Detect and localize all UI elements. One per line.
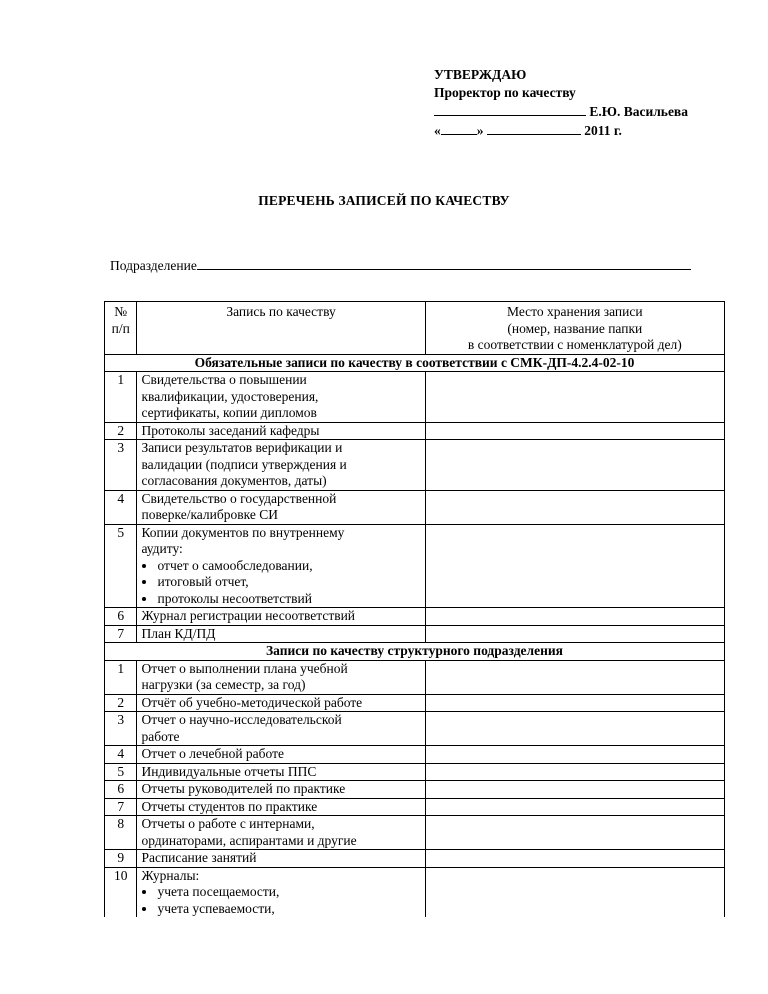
storage-location-cell [425, 746, 724, 764]
storage-location-cell [425, 798, 724, 816]
header-number: № п/п [105, 302, 137, 355]
approval-year: 2011 г. [584, 123, 622, 138]
row-number: 7 [105, 625, 137, 643]
record-text-line: Свидетельства о повышении [141, 372, 307, 387]
row-number: 4 [105, 746, 137, 764]
record-text-line: поверке/калибровке СИ [141, 507, 278, 522]
record-name [137, 625, 425, 643]
storage-location-cell [425, 422, 724, 440]
record-name [137, 798, 425, 816]
row-number: 4 [105, 490, 137, 524]
storage-location-cell [425, 440, 724, 491]
header-record: Запись по качеству [137, 302, 425, 355]
record-text-line: Отчет о выполнении плана учебной [141, 660, 348, 676]
record-bullet-item: • учета посещаемости, [157, 884, 420, 901]
approval-date-line [434, 121, 734, 140]
table-row [105, 490, 725, 524]
storage-location-cell [425, 490, 724, 524]
record-name [137, 694, 425, 712]
record-name [137, 781, 425, 799]
table-row [105, 694, 725, 712]
record-text-line: Отчёт об учебно-методической работе [141, 694, 363, 710]
signature-underline [434, 102, 586, 116]
table-row [105, 798, 725, 816]
table-row [105, 746, 725, 764]
table-row [105, 422, 725, 440]
quote-close: » [476, 123, 484, 138]
record-bullet-list [141, 884, 420, 917]
table-row [105, 850, 725, 868]
section-header-row [105, 354, 725, 372]
record-name [137, 763, 425, 781]
record-bullet-item: • отчет о самообследовании, [157, 558, 420, 575]
storage-location-cell [425, 660, 724, 694]
approval-title: УТВЕРЖДАЮ [434, 67, 527, 82]
table-row [105, 625, 725, 643]
record-text-line: Записи результатов верификации и [141, 440, 343, 455]
approval-signature-line [434, 102, 734, 121]
row-number: 3 [105, 440, 137, 491]
record-name [137, 490, 425, 524]
department-line [110, 256, 691, 274]
table-header-row [105, 302, 725, 355]
record-text-line: Отчеты о работе с интернами, [141, 816, 315, 831]
row-number: 1 [105, 372, 137, 423]
table-row [105, 763, 725, 781]
record-text-line: работе [141, 728, 180, 744]
row-number: 1 [105, 660, 137, 694]
row-number: 8 [105, 816, 137, 850]
table-row [105, 608, 725, 626]
quote-open: « [434, 123, 441, 138]
approval-position: Проректор по качеству [434, 85, 576, 100]
storage-location-cell [425, 712, 724, 746]
record-text-line: Расписание занятий [141, 850, 257, 865]
table-row [105, 372, 725, 423]
row-number: 2 [105, 694, 137, 712]
row-number: 10 [105, 867, 137, 917]
record-bullet-list [141, 558, 420, 608]
table-row [105, 440, 725, 491]
record-text-line: План КД/ПД [141, 625, 216, 641]
record-text-line: Журналы: [141, 867, 200, 883]
record-name [137, 524, 425, 608]
department-underline [197, 256, 691, 270]
row-number: 6 [105, 608, 137, 626]
header-storage: Место хранения записи (номер, название папки в соответствии с номенклатурой дел) [425, 302, 724, 355]
month-underline [487, 121, 581, 135]
section-title: Обязательные записи по качеству в соответствии с СМК-ДП-4.2.4-02-10 [105, 354, 725, 372]
record-text-line: нагрузки (за семестр, за год) [141, 677, 306, 692]
record-text-line: квалификации, удостоверения, [141, 388, 319, 404]
storage-location-cell [425, 372, 724, 423]
record-bullet-item: • протоколы несоответствий [157, 591, 420, 608]
row-number: 5 [105, 763, 137, 781]
table-row [105, 781, 725, 799]
department-label: Подразделение [110, 258, 197, 273]
record-text-line: Индивидуальные отчеты ППС [141, 763, 317, 779]
record-bullet-item: • учета успеваемости, [157, 901, 420, 918]
day-underline [441, 121, 477, 135]
row-number: 5 [105, 524, 137, 608]
approval-block [434, 66, 734, 140]
approval-signer: Е.Ю. Васильева [589, 104, 688, 119]
storage-location-cell [425, 625, 724, 643]
table-row [105, 660, 725, 694]
row-number: 6 [105, 781, 137, 799]
record-text-line: аудиту: [141, 541, 183, 556]
record-name [137, 660, 425, 694]
row-number: 9 [105, 850, 137, 868]
section-title: Записи по качеству структурного подразделения [105, 643, 725, 661]
storage-location-cell [425, 694, 724, 712]
record-text-line: ординаторами, аспирантами и другие [141, 832, 357, 848]
storage-location-cell [425, 763, 724, 781]
record-name [137, 867, 425, 917]
record-text-line: Журнал регистрации несоответствий [141, 608, 356, 623]
storage-location-cell [425, 867, 724, 917]
record-text-line: Свидетельство о государственной [141, 490, 337, 506]
storage-location-cell [425, 781, 724, 799]
record-name [137, 816, 425, 850]
table-row [105, 816, 725, 850]
record-text-line: Отчет о научно-исследовательской [141, 712, 342, 727]
record-name [137, 850, 425, 868]
document-title: ПЕРЕЧЕНЬ ЗАПИСЕЙ ПО КАЧЕСТВУ [258, 193, 510, 208]
storage-location-cell [425, 816, 724, 850]
record-name [137, 608, 425, 626]
row-number: 3 [105, 712, 137, 746]
row-number: 2 [105, 422, 137, 440]
table-row [105, 712, 725, 746]
record-text-line: Отчеты руководителей по практике [141, 781, 346, 796]
record-name [137, 746, 425, 764]
record-text-line: Копии документов по внутреннему [141, 524, 345, 540]
record-name [137, 440, 425, 491]
table-row [105, 524, 725, 608]
row-number: 7 [105, 798, 137, 816]
storage-location-cell [425, 850, 724, 868]
section-header-row [105, 643, 725, 661]
record-text-line: согласования документов, даты) [141, 473, 327, 488]
record-text-line: Отчеты студентов по практике [141, 798, 318, 814]
storage-location-cell [425, 524, 724, 608]
record-name [137, 372, 425, 423]
record-name [137, 422, 425, 440]
storage-location-cell [425, 608, 724, 626]
record-text-line: валидации (подписи утверждения и [141, 456, 347, 472]
record-text-line: сертификаты, копии дипломов [141, 405, 317, 420]
records-table [104, 301, 725, 917]
record-bullet-item: • итоговый отчет, [157, 574, 420, 591]
table-row [105, 867, 725, 917]
record-text-line: Протоколы заседаний кафедры [141, 422, 320, 438]
record-text-line: Отчет о лечебной работе [141, 746, 284, 761]
record-name [137, 712, 425, 746]
